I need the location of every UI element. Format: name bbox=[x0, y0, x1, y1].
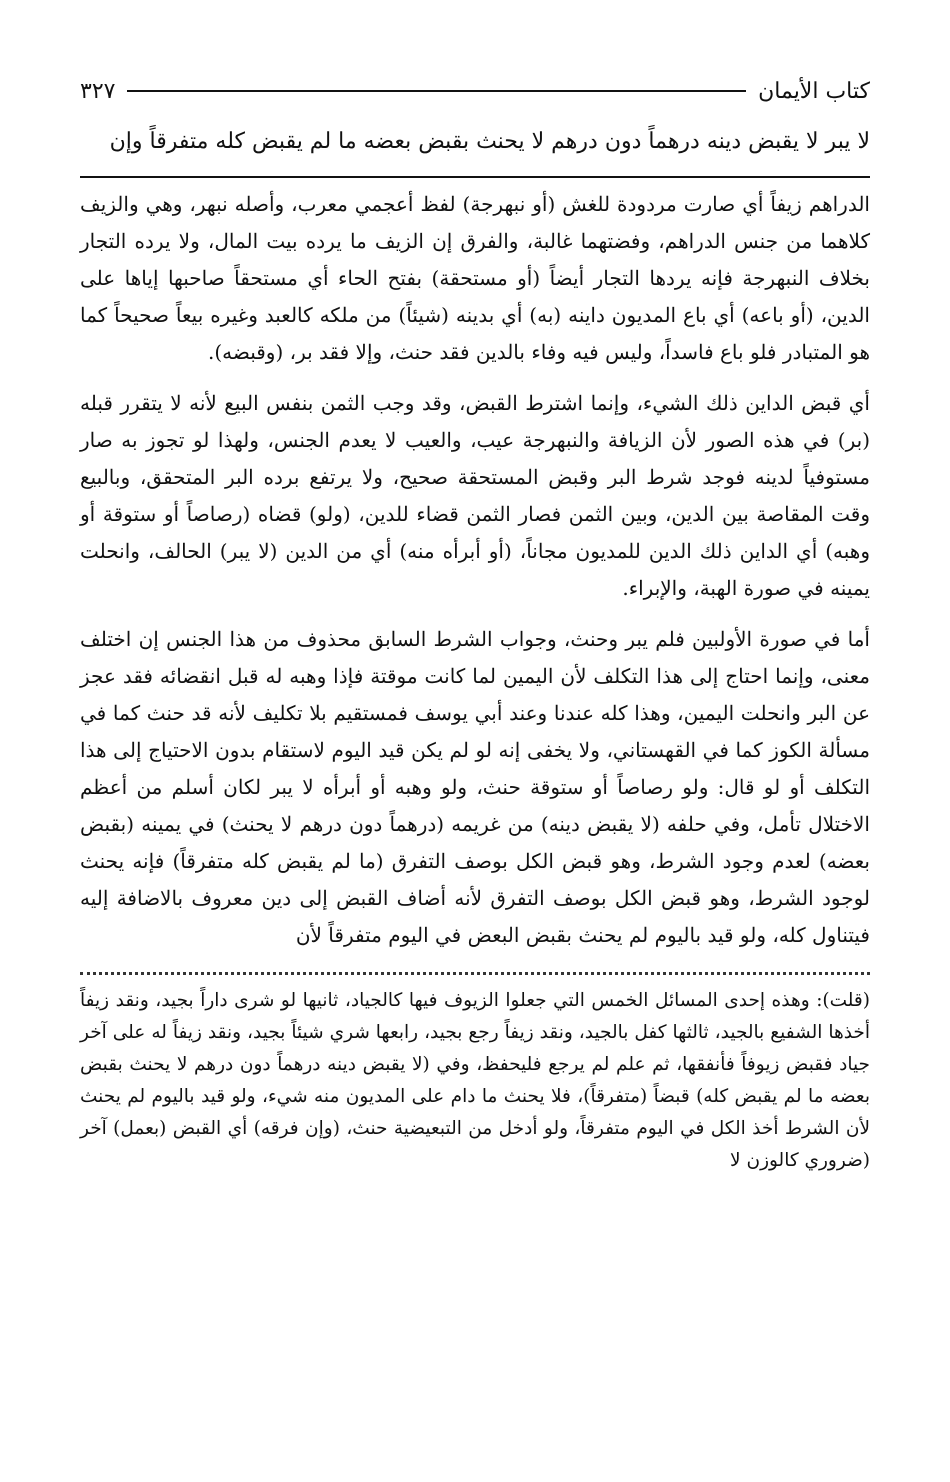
matn-text: لا يبر لا يقبض دينه درهماً دون درهم لا يحنث بقبض بعضه ما لم يقبض كله متفرقاً وإن bbox=[109, 129, 870, 154]
header-rule bbox=[127, 90, 746, 92]
matn-separator bbox=[80, 176, 870, 178]
running-header bbox=[80, 70, 870, 112]
footnote-text: (قلت): وهذه إحدى المسائل الخمس التي جعلوا الزيوف فيها كالجياد، ثانيها لو شرى داراً بجيد، ونقد زيفاً أخذها الشفيع بالجيد، ثالثها كفل بالجيد، ونقد زيفاً رجع بجيد، رابعها شري شيئاً بجيد، ونقد زيفاً له على آخر جياد فقبض زيوفاً فأنفقها، ثم علم لم يرجع فليحفظ، وفي (لا يقبض دينه درهماً دون درهم لا يحنث بقبض بعضه ما لم يقبض كله) قبضاً (متفرقاً)، فلا يحنث ما دام على المديون منه شيء، ولو قيد باليوم لم يحنث لأن الشرط أخذ الكل في اليوم متفرقاً، ولو أدخل من التبعيضية حنث، (وإن فرقه) أي القبض (بعمل) آخر (ضروري كالوزن لا bbox=[80, 990, 870, 1171]
footnote-separator bbox=[80, 972, 870, 975]
chapter-title: كتاب الأيمان bbox=[758, 78, 870, 104]
commentary-paragraph-2: أي قبض الداين ذلك الشيء، وإنما اشترط القبض، وقد وجب الثمن بنفس البيع لأنه لا يتقرر قبله (بر) في هذه الصور لأن الزيافة والنبهرجة عيب، والعيب لا يعدم الجنس، ولهذا لو تجوز به صار مستوفياً لدينه فوجد شرط البر وقبض المستحقة صحيح، ولا يرتفع برده البر المتحقق، وبالبيع وقت المقاصة بين الدين، وبين الثمن فصار الثمن قضاء للدين، (ولو) قضاه (رصاصاً أو ستوقة أو وهبه) أي الداين ذلك الدين للمديون مجاناً، (أو أبرأه منه) أي من الدين (لا يبر) الحالف، وانحلت يمينه في صورة الهبة، والإبراء. bbox=[80, 391, 870, 600]
commentary-paragraph-1: الدراهم زيفاً أي صارت مردودة للغش (أو نبهرجة) لفظ أعجمي معرب، وأصله نبهر، وهي والزيف كلاهما من جنس الدراهم، وفضتهما غالبة، والفرق إن الزيف ما يرده بيت المال، ولا يرده التجار بخلاف النبهرجة فإنه يردها التجار أيضاً (أو مستحقة) بفتح الحاء أي مستحقاً صاحبها إياها على الدين، (أو باعه) أي باع المديون داينه (به) أي بدينه (شيئاً) من ملكه كالعبد وغيره بيعاً صحيحاً كما هو المتبادر فلو باع فاسداً، وليس فيه وفاء بالدين فقد حنث، وإلا فقد بر، (وقبضه). bbox=[80, 192, 870, 364]
book-page bbox=[80, 70, 870, 1177]
page-number: ٣٢٧ bbox=[80, 78, 116, 104]
commentary-paragraph-3: أما في صورة الأولبين فلم يبر وحنث، وجواب الشرط السابق محذوف من هذا الجنس إن اختلف معنى، وإنما احتاج إلى هذا التكلف لأن اليمين لما كانت موقتة فإذا وهبه له قبل انقضائه فقد عجز عن البر وانحلت اليمين، وهذا كله عندنا وعند أبي يوسف فمستقيم بلا تكليف لأنه قد حنث كما في مسألة الكوز كما في القهستاني، ولا يخفى إنه لو لم يكن قيد اليوم لاستقام بدون الاحتياج إلى هذا التكلف أو لو قال: ولو رصاصاً أو ستوقة حنث، ولو وهبه أو أبرأه لا يبر لكان أسلم من أعظم الاختلال تأمل، وفي حلفه (لا يقبض دينه) من غريمه (درهماً دون درهم لا يحنث) في يمينه (بقبض بعضه) لعدم وجود الشرط، وهو قبض الكل بوصف التفرق (ما لم يقبض كله متفرقاً) فإنه يحنث لوجود الشرط، وهو قبض الكل بوصف التفرق لأنه أضاف القبض إلى دين معروف بالاضافة إليه فيتناول كله، ولو قيد باليوم لم يحنث بقبض البعض في اليوم متفرقاً لأن bbox=[80, 627, 870, 947]
